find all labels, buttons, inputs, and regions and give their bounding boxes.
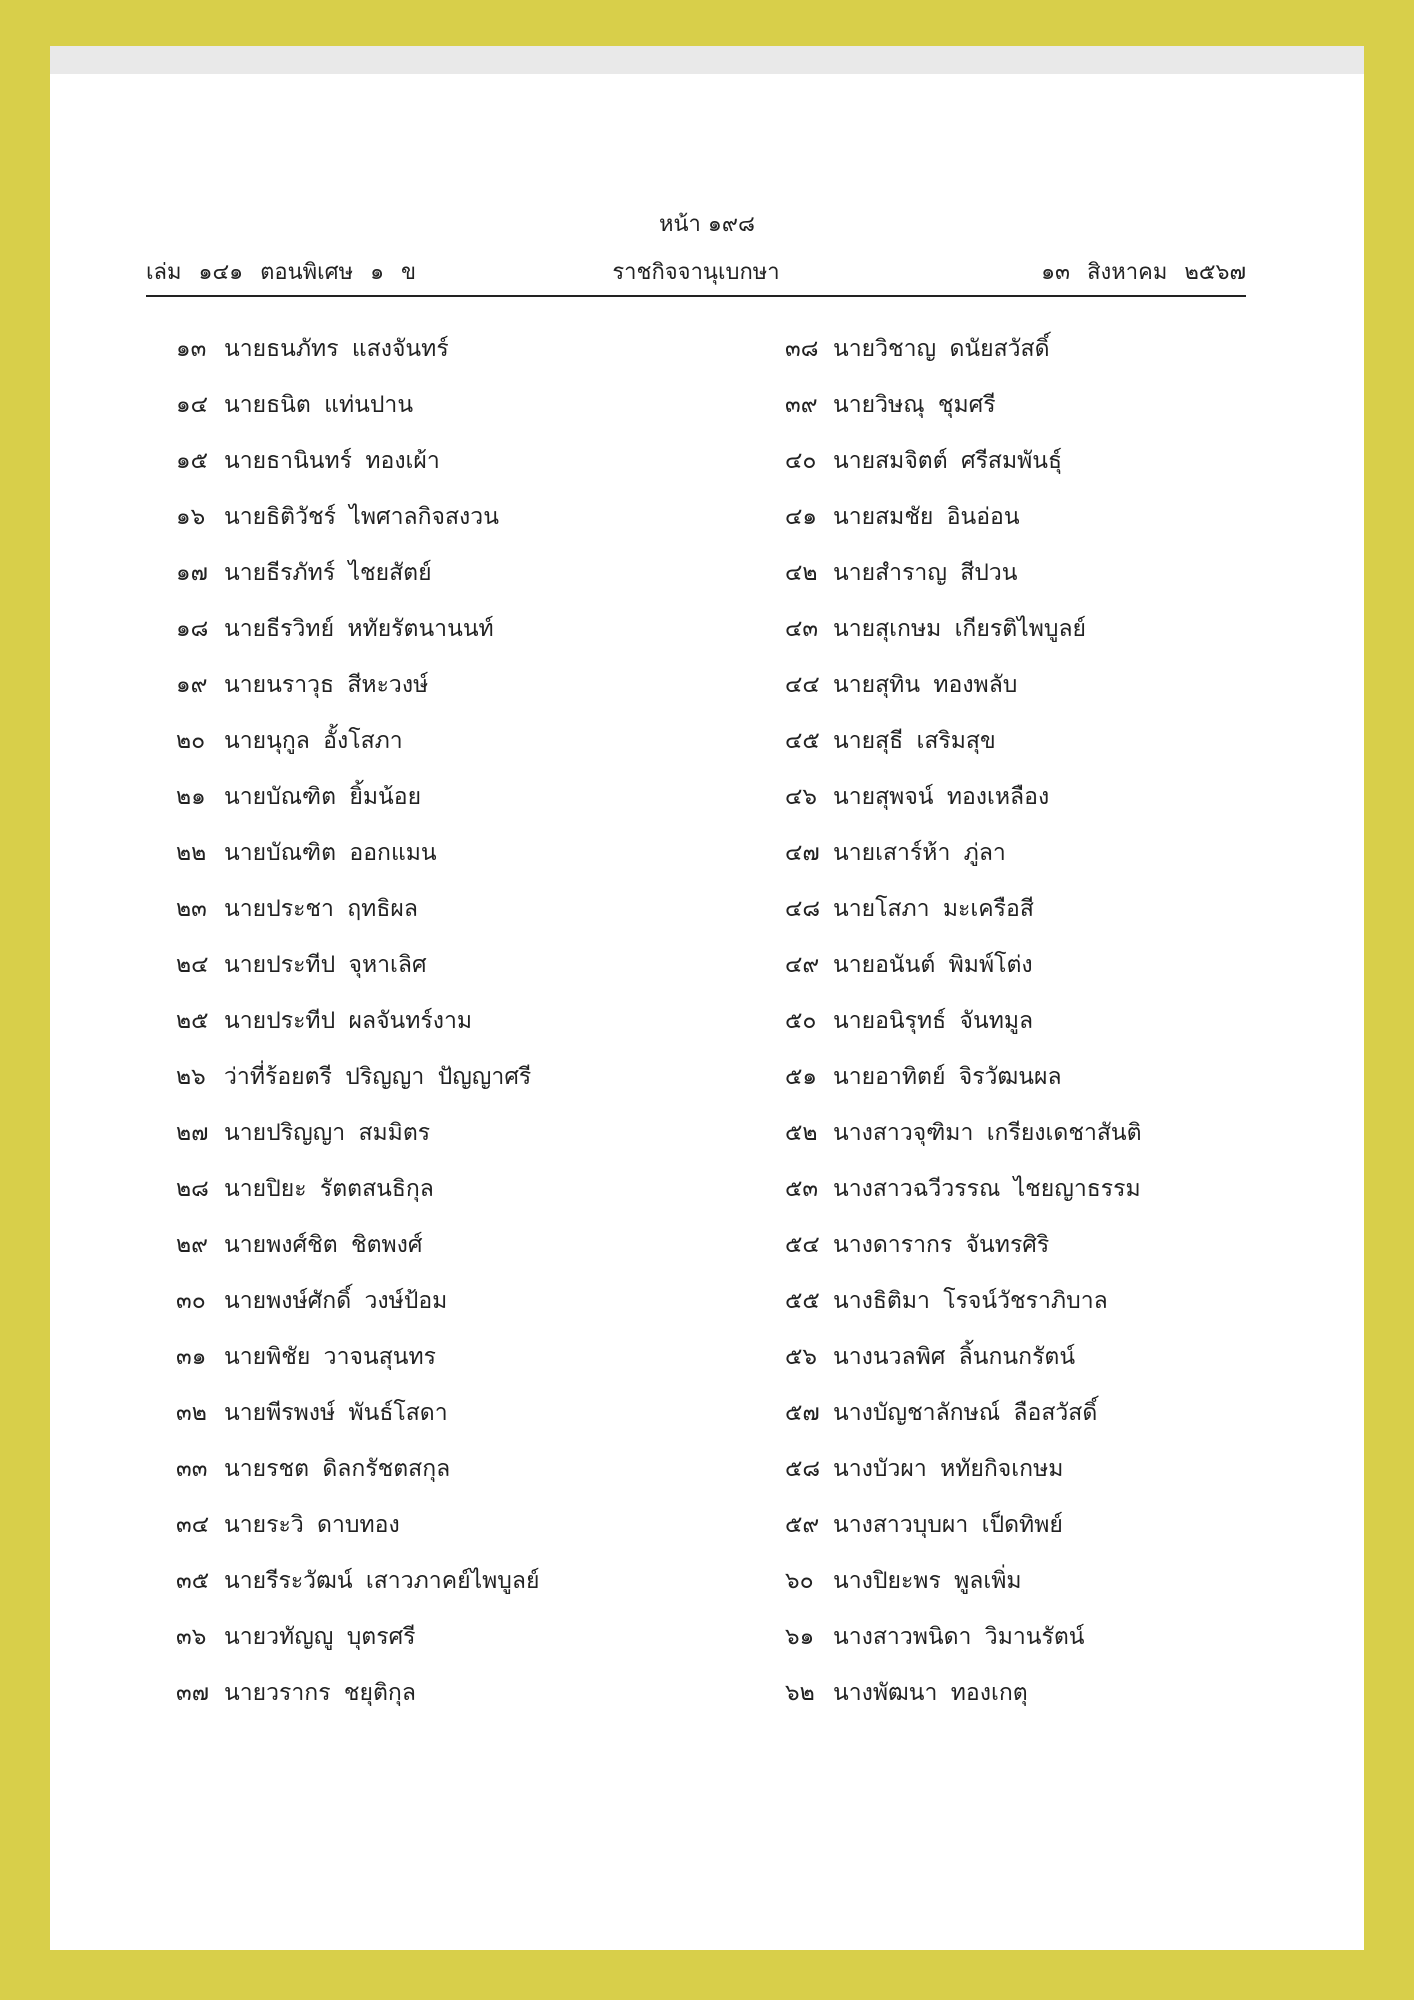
entry-name: นายประทีป ผลจันทร์งาม [224, 1008, 473, 1034]
list-item [176, 993, 696, 1049]
list-item [176, 1497, 696, 1553]
entry-number: ๒๔ [176, 952, 209, 978]
list-item [785, 377, 1305, 433]
entry-name: นายสุธี เสริมสุข [833, 728, 996, 754]
list-item [785, 937, 1305, 993]
entry-name: นายประทีป จุหาเลิศ [224, 952, 427, 978]
list-item [785, 825, 1305, 881]
entry-number: ๖๒ [785, 1680, 815, 1706]
entry-number: ๔๐ [785, 448, 817, 474]
list-item [785, 545, 1305, 601]
entry-name: นางสาวฉวีวรรณ ไชยญาธรรม [833, 1176, 1141, 1202]
entry-number: ๑๙ [176, 672, 208, 698]
list-item [785, 321, 1305, 377]
list-item [176, 657, 696, 713]
entry-number: ๓๗ [176, 1680, 210, 1706]
list-item [176, 1161, 696, 1217]
entry-name: นายโสภา มะเครือสี [833, 896, 1034, 922]
entry-name: นายธนภัทร แสงจันทร์ [224, 336, 449, 362]
entry-name: นายธนิต แท่นปาน [224, 392, 414, 418]
entry-name: นายนุกูล อั้งโสภา [224, 728, 403, 754]
entry-number: ๕๘ [785, 1456, 821, 1482]
entry-number: ๓๘ [785, 336, 819, 362]
entry-name: นายอนันต์ พิมพ์โต่ง [833, 952, 1033, 978]
entry-number: ๔๗ [785, 840, 820, 866]
list-item [176, 601, 696, 657]
entry-name: นายอนิรุทธ์ จันทมูล [833, 1008, 1034, 1034]
entry-name: นายปิยะ รัตตสนธิกุล [224, 1176, 434, 1202]
volume-issue: เล่ม ๑๔๑ ตอนพิเศษ ๑ ข [146, 260, 417, 285]
list-item [176, 433, 696, 489]
list-item [176, 489, 696, 545]
entry-name: นางสาวบุบผา เป็ดทิพย์ [833, 1512, 1063, 1538]
list-item [176, 1665, 696, 1721]
entry-name: นายธิติวัชร์ ไพศาลกิจสงวน [224, 504, 499, 530]
list-item [785, 1665, 1305, 1721]
gazette-header [146, 254, 1246, 290]
entry-number: ๓๖ [176, 1624, 207, 1650]
list-item [176, 713, 696, 769]
entry-name: นายประชา ฤทธิผล [224, 896, 418, 922]
entry-name: นายพิชัย วาจนสุนทร [224, 1344, 436, 1370]
entry-number: ๓๕ [176, 1568, 210, 1594]
document-page [50, 46, 1364, 1950]
entry-number: ๕๙ [785, 1512, 820, 1538]
list-item [176, 881, 696, 937]
list-item [176, 937, 696, 993]
list-item [785, 1217, 1305, 1273]
list-item [176, 1329, 696, 1385]
entry-number: ๕๓ [785, 1176, 819, 1202]
entry-number: ๑๖ [176, 504, 206, 530]
entry-number: ๔๒ [785, 560, 818, 586]
entry-name: นายอาทิตย์ จิรวัฒนผล [833, 1064, 1062, 1090]
entry-name: นายวิชาญ ดนัยสวัสดิ์ [833, 336, 1050, 362]
entry-number: ๓๙ [785, 392, 818, 418]
entry-number: ๔๘ [785, 896, 821, 922]
entry-number: ๔๖ [785, 784, 818, 810]
list-item [785, 1329, 1305, 1385]
entry-name: นายสุเกษม เกียรติไพบูลย์ [833, 616, 1087, 642]
list-item [785, 489, 1305, 545]
list-item [176, 1553, 696, 1609]
list-item [785, 433, 1305, 489]
entry-name: นางธิติมา โรจน์วัชราภิบาล [833, 1288, 1108, 1314]
entry-number: ๖๐ [785, 1568, 814, 1594]
list-item [785, 881, 1305, 937]
entry-number: ๓๐ [176, 1288, 206, 1314]
name-list-left [176, 321, 696, 1721]
entry-name: นางดารากร จันทรศิริ [833, 1232, 1050, 1258]
entry-name: นายบัณฑิต ออกแมน [224, 840, 437, 866]
entry-number: ๑๗ [176, 560, 208, 586]
entry-number: ๕๐ [785, 1008, 817, 1034]
entry-name: นางบัญชาลักษณ์ ลือสวัสดิ์ [833, 1400, 1098, 1426]
entry-name: นายพงษ์ศักดิ์ วงษ์ป้อม [224, 1288, 448, 1314]
entry-number: ๔๙ [785, 952, 820, 978]
entry-number: ๒๗ [176, 1120, 209, 1146]
entry-name: นายระวิ ดาบทอง [224, 1512, 400, 1538]
entry-name: นายรีระวัฒน์ เสาวภาคย์ไพบูลย์ [224, 1568, 540, 1594]
entry-name: นายสมชัย อินอ่อน [833, 504, 1020, 530]
entry-name: นางสาวพนิดา วิมานรัตน์ [833, 1624, 1085, 1650]
list-item [785, 1497, 1305, 1553]
entry-name: นายพงศ์ชิต ชิตพงศ์ [224, 1232, 423, 1258]
entry-number: ๕๕ [785, 1288, 820, 1314]
entry-number: ๓๑ [176, 1344, 207, 1370]
list-item [785, 1441, 1305, 1497]
list-item [785, 1553, 1305, 1609]
entry-number: ๓๔ [176, 1512, 210, 1538]
gazette-title: ราชกิจจานุเบกษา [612, 260, 780, 285]
list-item [785, 1105, 1305, 1161]
entry-name: นายวรากร ชยุติกุล [224, 1680, 416, 1706]
entry-name: นายพีรพงษ์ พันธ์โสดา [224, 1400, 448, 1426]
entry-name: นายนราวุธ สีหะวงษ์ [224, 672, 429, 698]
entry-name: นายธีรวิทย์ หทัยรัตนานนท์ [224, 616, 494, 642]
list-item [176, 1105, 696, 1161]
list-item [785, 993, 1305, 1049]
entry-number: ๑๘ [176, 616, 209, 642]
entry-number: ๖๑ [785, 1624, 815, 1650]
entry-name: นายเสาร์ห้า ภู่ลา [833, 840, 1006, 866]
list-item [785, 601, 1305, 657]
entry-name: นางปิยะพร พูลเพิ่ม [833, 1568, 1022, 1594]
list-item [176, 1217, 696, 1273]
entry-name: นายปริญญา สมมิตร [224, 1120, 431, 1146]
entry-number: ๔๑ [785, 504, 818, 530]
entry-number: ๑๔ [176, 392, 209, 418]
list-item [176, 321, 696, 377]
list-item [785, 1385, 1305, 1441]
entry-name: ว่าที่ร้อยตรี ปริญญา ปัญญาศรี [224, 1064, 532, 1090]
entry-name: นางพัฒนา ทองเกตุ [833, 1680, 1028, 1706]
list-item [785, 1049, 1305, 1105]
entry-number: ๒๙ [176, 1232, 209, 1258]
entry-name: นางนวลพิศ ลิ้นกนกรัตน์ [833, 1344, 1076, 1370]
entry-name: นายรชต ดิลกรัชตสกุล [224, 1456, 451, 1482]
entry-number: ๒๘ [176, 1176, 209, 1202]
entry-name: นายบัณฑิต ยิ้มน้อย [224, 784, 422, 810]
list-item [176, 1049, 696, 1105]
list-item [176, 825, 696, 881]
list-item [785, 769, 1305, 825]
entry-name: นายธีรภัทร์ ไชยสัตย์ [224, 560, 432, 586]
list-item [176, 1441, 696, 1497]
entry-number: ๔๔ [785, 672, 820, 698]
list-item [176, 1609, 696, 1665]
entry-number: ๒๐ [176, 728, 206, 754]
list-item [176, 769, 696, 825]
entry-name: นายสุทิน ทองพลับ [833, 672, 1018, 698]
entry-name: นายสมจิตต์ ศรีสมพันธุ์ [833, 448, 1063, 474]
entry-name: นายวิษณุ ชุมศรี [833, 392, 996, 418]
entry-name: นางสาวจุฑิมา เกรียงเดชาสันติ [833, 1120, 1142, 1146]
name-list-right [785, 321, 1305, 1721]
list-item [785, 1161, 1305, 1217]
entry-number: ๓๓ [176, 1456, 208, 1482]
list-item [785, 1273, 1305, 1329]
entry-number: ๒๕ [176, 1008, 209, 1034]
page-number: หน้า ๑๙๘ [659, 212, 755, 237]
header-divider [146, 295, 1246, 297]
list-item [176, 377, 696, 433]
entry-name: นายธานินทร์ ทองเผ้า [224, 448, 440, 474]
entry-number: ๕๖ [785, 1344, 818, 1370]
list-item [785, 1609, 1305, 1665]
entry-number: ๒๖ [176, 1064, 206, 1090]
list-item [176, 1273, 696, 1329]
list-item [785, 657, 1305, 713]
entry-number: ๓๒ [176, 1400, 207, 1426]
entry-number: ๕๒ [785, 1120, 818, 1146]
list-item [785, 713, 1305, 769]
entry-number: ๒๒ [176, 840, 207, 866]
entry-number: ๔๓ [785, 616, 819, 642]
list-item [176, 545, 696, 601]
publish-date: ๑๓ สิงหาคม ๒๕๖๗ [1041, 260, 1246, 285]
entry-number: ๑๕ [176, 448, 209, 474]
entry-name: นายสุพจน์ ทองเหลือง [833, 784, 1050, 810]
top-strip [50, 46, 1364, 74]
entry-name: นายวทัญญู บุตรศรี [224, 1624, 416, 1650]
entry-name: นายสำราญ สีปวน [833, 560, 1018, 586]
entry-number: ๑๓ [176, 336, 207, 362]
entry-number: ๕๑ [785, 1064, 818, 1090]
entry-number: ๕๗ [785, 1400, 820, 1426]
entry-number: ๒๑ [176, 784, 206, 810]
entry-number: ๒๓ [176, 896, 207, 922]
entry-number: ๔๕ [785, 728, 820, 754]
entry-number: ๕๔ [785, 1232, 820, 1258]
entry-name: นางบัวผา หทัยกิจเกษม [833, 1456, 1064, 1482]
list-item [176, 1385, 696, 1441]
